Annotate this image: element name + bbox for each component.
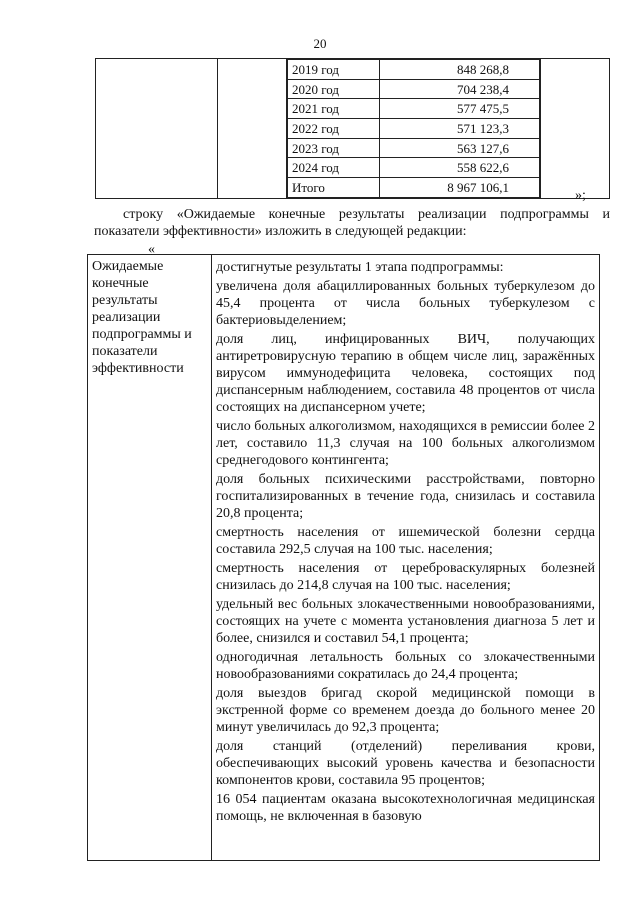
table-row — [288, 79, 540, 99]
result-item: удельный вес больных злокачественными новообразованиями, состоящих на учете с момента установления диагноза 5 лет и более, снизился и составил 54,1 процента; — [216, 597, 595, 646]
table-row — [288, 99, 540, 119]
funding-table-empty-cell-1 — [96, 59, 218, 199]
result-item: 16 054 пациентам оказана высокотехнологичная медицинская помощь, не включенная в базовую — [216, 792, 595, 824]
result-item: достигнутые результаты 1 этапа подпрограммы: — [216, 260, 504, 275]
year-cell: 2023 год — [288, 138, 380, 158]
funding-years-table — [287, 59, 540, 198]
total-label-cell: Итого — [288, 178, 380, 198]
funding-table-data-cell — [287, 59, 541, 199]
result-item: доля лиц, инфицированных ВИЧ, получающих антиретровирусную терапию в общем числе лиц, заражённых вирусом иммунодефицита человека, состоящих под диспансерным наблюдением, составила 48 процентов от числа состоящих на диспансерном учете; — [216, 332, 595, 415]
results-content-cell — [212, 255, 600, 861]
year-cell: 2024 год — [288, 158, 380, 178]
result-item: доля станций (отделений) переливания крови, обеспечивающих высокий уровень качества и безопасности компонентов крови, составила 95 процентов; — [216, 739, 595, 788]
page-number: 20 — [313, 36, 327, 51]
year-cell: 2021 год — [288, 99, 380, 119]
result-item: смертность населения от цереброваскулярных болезней снизилась до 214,8 случая на 100 тыс. населения; — [216, 561, 595, 593]
table-row-total — [288, 178, 540, 198]
result-item: смертность населения от ишемической болезни сердца составила 292,5 случая на 100 тыс. населения; — [216, 525, 595, 557]
value-cell: 848 268,8 — [380, 60, 540, 80]
table-row — [288, 60, 540, 80]
table-row — [288, 158, 540, 178]
result-item: доля больных психическими расстройствами, повторно госпитализированных в течение года, снизилась и составила 20,8 процента; — [216, 472, 595, 521]
year-cell: 2022 год — [288, 119, 380, 139]
funding-table — [95, 58, 610, 199]
value-cell: 558 622,6 — [380, 158, 540, 178]
results-table — [87, 254, 600, 861]
value-cell: 571 123,3 — [380, 119, 540, 139]
total-value-cell: 8 967 106,1 — [380, 178, 540, 198]
result-item: число больных алкоголизмом, находящихся в ремиссии более 2 лет, составило 11,3 случая на 100 больных алкоголизмом среднегодового контингента; — [216, 419, 595, 468]
value-cell: 704 238,4 — [380, 79, 540, 99]
opening-quote: « — [148, 242, 155, 257]
funding-table-empty-cell-2 — [218, 59, 287, 199]
result-item: доля выездов бригад скорой медицинской помощи в экстренной форме со временем доезда до больного менее 20 минут увеличилась до 92,3 процента; — [216, 686, 595, 735]
closing-mark: »; — [575, 188, 586, 203]
result-item: увеличена доля абациллированных больных туберкулезом до 45,4 процента от числа больных туберкулезом с бактериовыделением; — [216, 279, 595, 328]
funding-table-empty-cell-3 — [541, 59, 610, 199]
value-cell: 577 475,5 — [380, 99, 540, 119]
value-cell: 563 127,6 — [380, 138, 540, 158]
year-cell: 2020 год — [288, 79, 380, 99]
results-label-cell: Ожидаемые конечные результаты реализации подпрограммы и показатели эффективности — [88, 255, 212, 861]
table-row — [288, 119, 540, 139]
year-cell: 2019 год — [288, 60, 380, 80]
instruction-paragraph: строку «Ожидаемые конечные результаты реализации подпрограммы и показатели эффективности» изложить в следующей редакции: — [94, 207, 610, 239]
result-item: одногодичная летальность больных со злокачественными новообразованиями сократилась до 24,4 процента; — [216, 650, 595, 682]
table-row — [288, 138, 540, 158]
